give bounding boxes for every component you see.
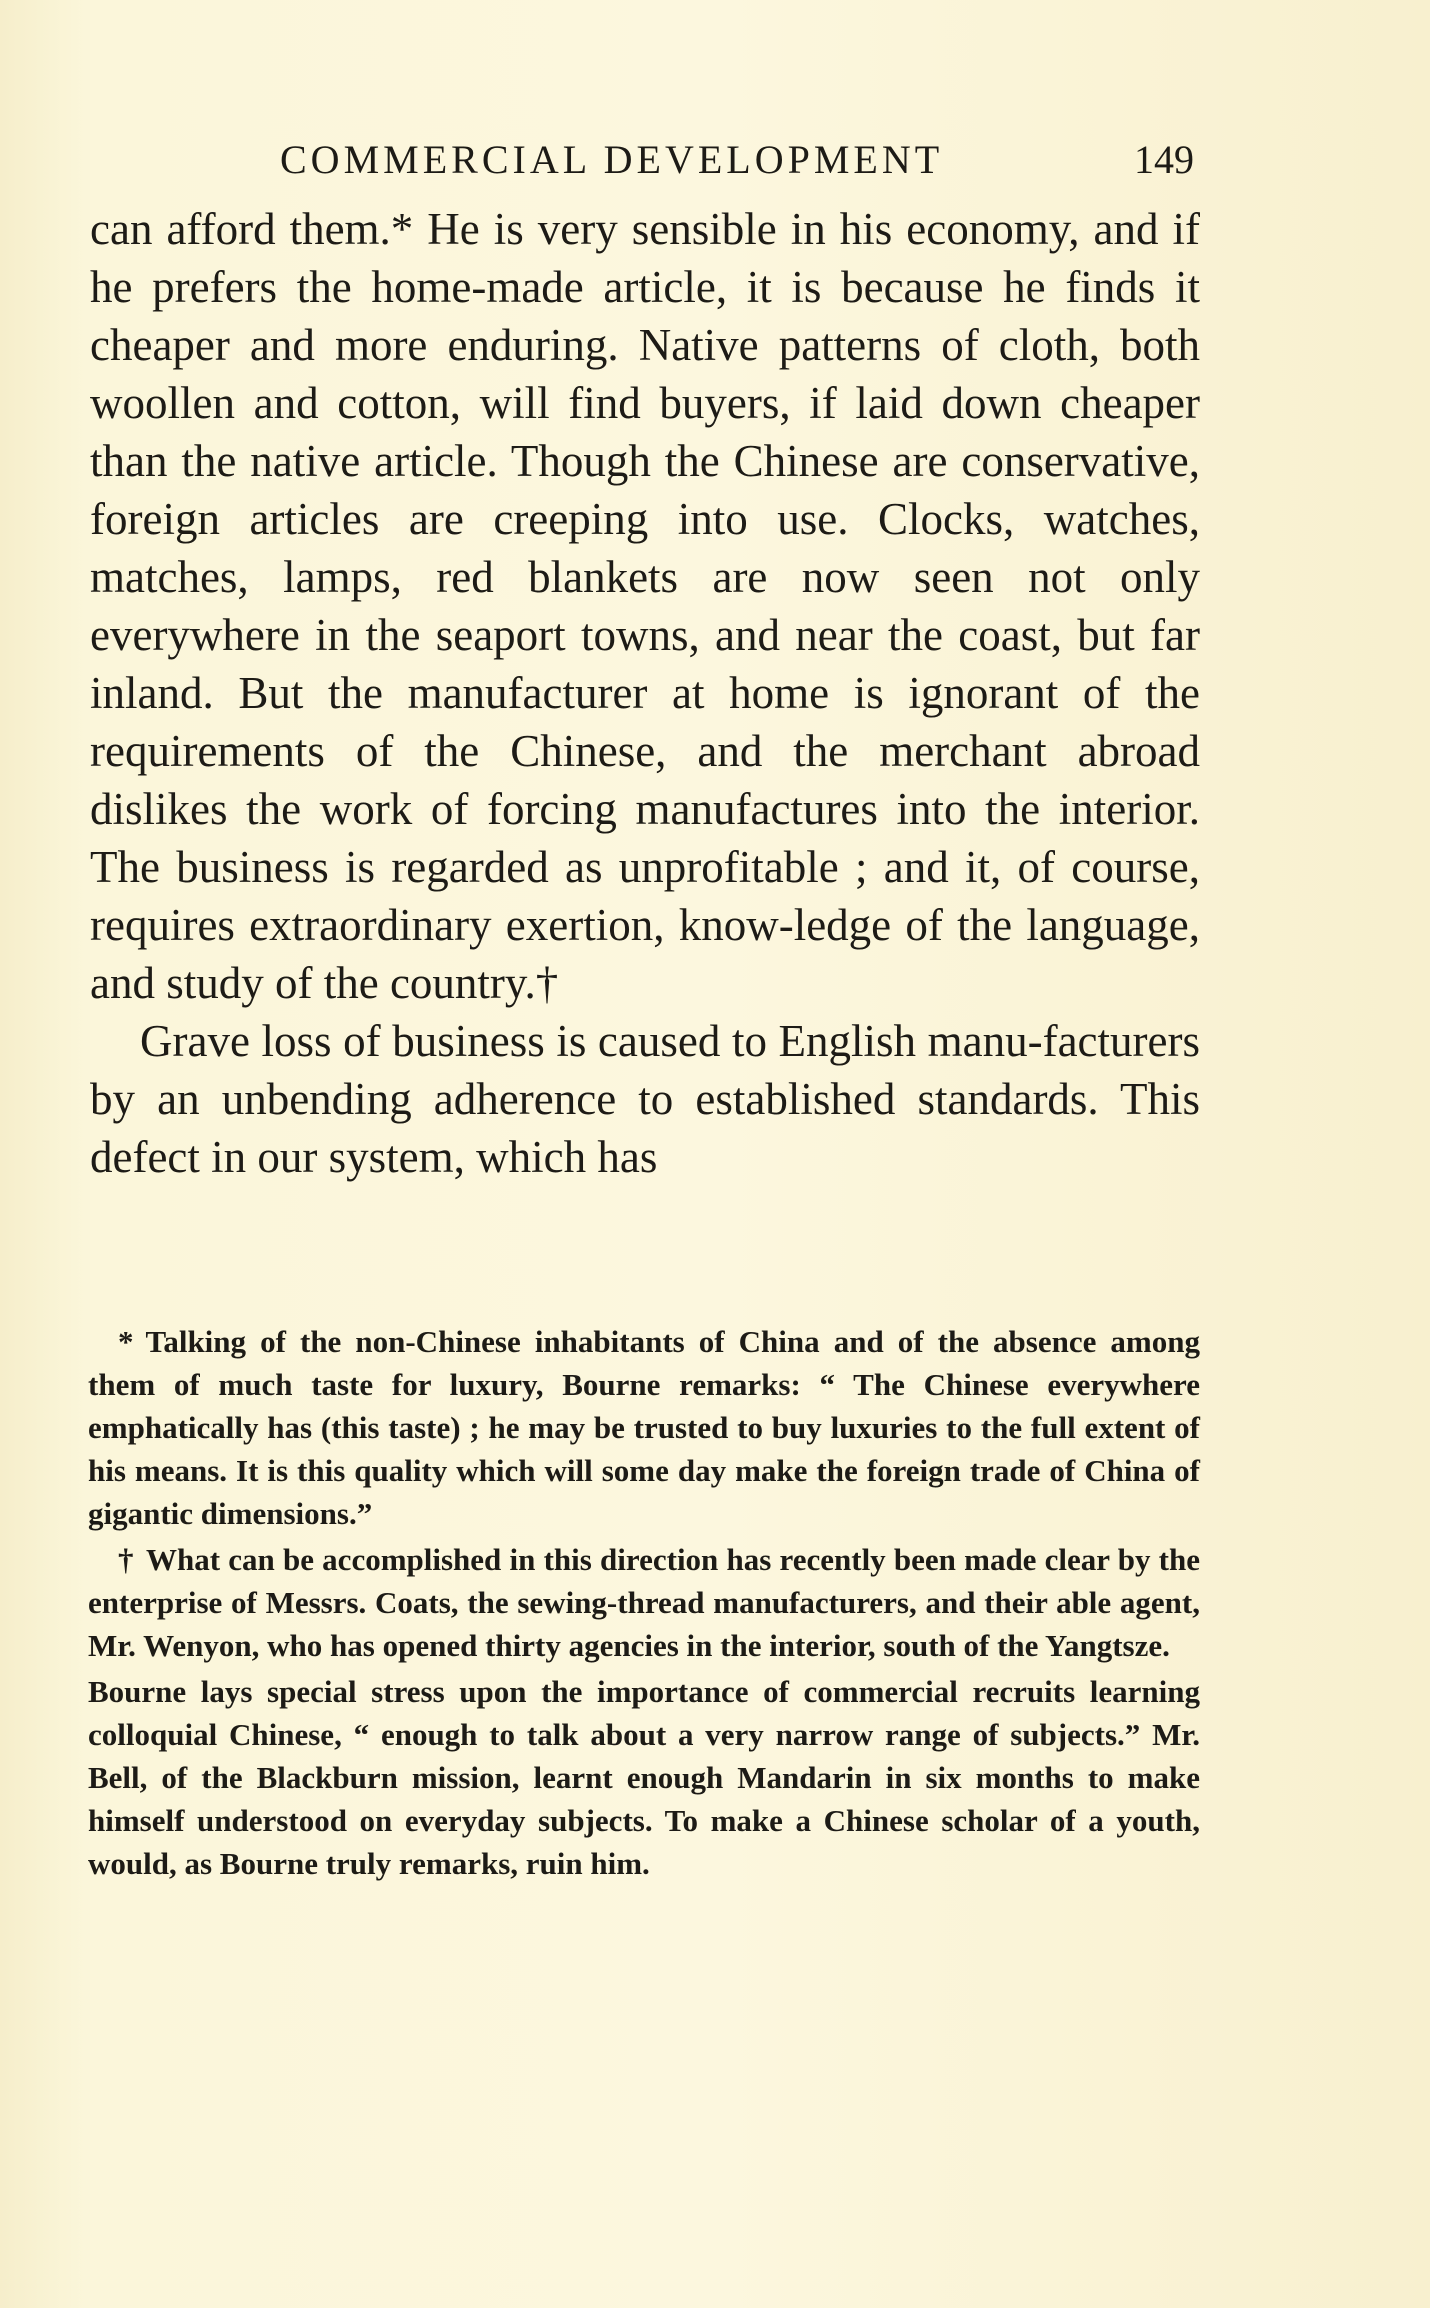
page-number: 149 [1134,137,1194,182]
footnote-1-text: Talking of the non-Chinese inhabitants of China and of the absence among them of much taste for luxury, Bourne remarks: “ The Chinese everywhere emphatically has (this taste) ; he may be trusted to buy luxuries to the full extent of his means. It is this quality which will some day make the foreign trade of China of gigantic dimensions.” [88,1324,1200,1531]
footnote-2-marker: † [118,1542,134,1577]
running-title: COMMERCIAL DEVELOPMENT [280,137,944,182]
footnote-2-text: What can be accomplished in this direction has recently been made clear by the enterprise of Messrs. Coats, the sewing-thread manufacturers, and their able agent, Mr. Wenyon, who has opened thirty agencies in the interior, south of the Yangtsze. [88,1542,1200,1663]
footnote-3: Bourne lays special stress upon the importance of commercial recruits learning colloquial Chinese, “ enough to talk about a very narrow range of subjects.” Mr. Bell, of the Blackburn mission, learnt enough Mandarin in six months to make himself understood on everyday subjects. To make a Chinese scholar of a youth, would, as Bourne truly remarks, ruin him. [88,1674,1200,1881]
main-text [90,200,1200,1186]
paragraph-1: can afford them.* He is very sensible in his economy, and if he prefers the home-made article, it is because he finds it cheaper and more enduring. Native patterns of cloth, both woollen and cotton, will find buyers, if laid down cheaper than the native article. Though the Chinese are conservative, foreign articles are creeping into use. Clocks, watches, matches, lamps, red blankets are now seen not only everywhere in the seaport towns, and near the coast, but far inland. But the manufacturer at home is ignorant of the requirements of the Chinese, and the merchant abroad dislikes the work of forcing manufactures into the interior. The business is regarded as unprofitable ; and it, of course, requires extraordinary exertion, know-ledge of the language, and study of the country.† [90,204,1200,1008]
paragraph-2: Grave loss of business is caused to English manu-facturers by an unbending adherence to established standards. This defect in our system, which has [90,1016,1200,1182]
footnote-2 [88,1538,1200,1667]
footnote-1-marker: * [118,1324,134,1359]
page-header [90,130,1218,190]
footnotes [88,1320,1200,1888]
footnote-1 [88,1320,1200,1535]
